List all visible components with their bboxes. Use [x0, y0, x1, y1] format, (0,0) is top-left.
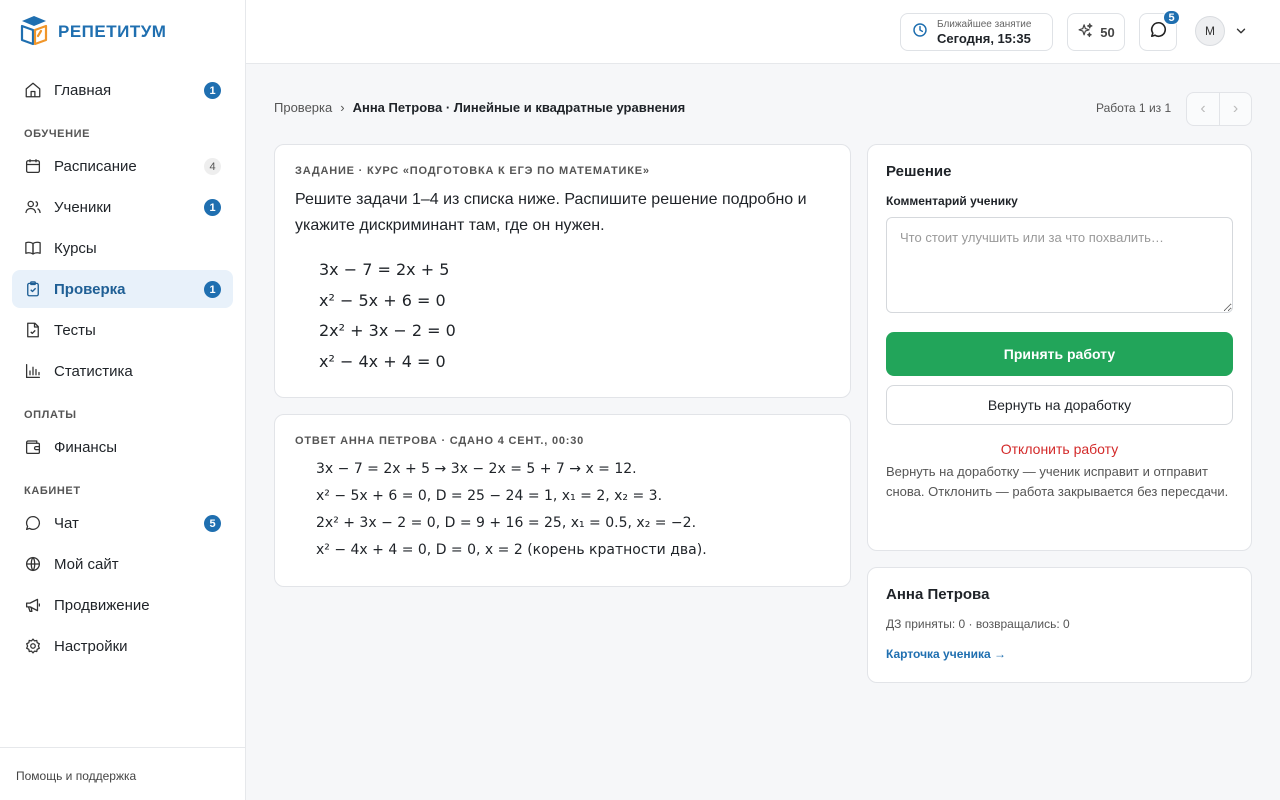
task-card — [274, 144, 851, 398]
chat-unread-badge: 5 — [1163, 10, 1180, 25]
reject-button[interactable]: Отклонить работу — [886, 439, 1233, 459]
sidebar-item-label: Курсы — [54, 239, 97, 257]
breadcrumb-current: Анна Петрова · Линейные и квадратные уравнения — [352, 100, 686, 115]
task-caption: ЗАДАНИЕ · КУРС «ПОДГОТОВКА К ЕГЭ ПО МАТЕМАТИКЕ» — [295, 165, 650, 177]
breadcrumb-parent[interactable]: Проверка — [274, 100, 333, 115]
answer-card — [274, 414, 851, 587]
comment-label: Комментарий ученику — [886, 194, 1018, 208]
pager-counter: Работа 1 из 1 — [1096, 101, 1172, 115]
sparkles-icon — [1077, 22, 1094, 42]
return-button[interactable]: Вернуть на доработку — [886, 385, 1233, 425]
sidebar-item-label: Продвижение — [54, 596, 150, 614]
book-icon — [24, 239, 42, 257]
equation-item: x² − 5x + 6 = 0 — [319, 290, 446, 310]
calendar-icon — [24, 157, 42, 175]
accept-button[interactable]: Принять работу — [886, 332, 1233, 376]
section-label-cabinet: КАБИНЕТ — [24, 485, 81, 497]
pager-next-button[interactable]: › — [1219, 93, 1251, 125]
sidebar-item-label: Главная — [54, 81, 112, 99]
chat-icon — [1149, 20, 1168, 44]
topbar — [246, 0, 1280, 64]
sidebar-nav — [12, 71, 233, 668]
comment-input[interactable] — [886, 217, 1233, 313]
answer-line: 2x² + 3x − 2 = 0, D = 9 + 16 = 25, x₁ = 0.5, x₂ = −2. — [316, 515, 697, 531]
sidebar-item-promotion[interactable] — [12, 586, 233, 624]
help-link[interactable]: Помощь и поддержка — [0, 747, 245, 800]
sidebar-item-my-site[interactable] — [12, 545, 233, 583]
sidebar-item-home[interactable] — [12, 71, 233, 109]
chat-icon — [24, 514, 42, 532]
sidebar-item-settings[interactable] — [12, 627, 233, 665]
clock-icon — [912, 22, 928, 43]
bar-chart-icon — [24, 362, 42, 380]
answer-line: x² − 5x + 6 = 0, D = 25 − 24 = 1, x₁ = 2, x₂ = 3. — [316, 488, 663, 504]
breadcrumb — [274, 100, 685, 115]
decision-hint: Вернуть на доработку — ученик исправит и отправит снова. Отклонить — работа закрывается без пересдачи. — [886, 464, 1229, 499]
points-value: 50 — [1100, 24, 1115, 40]
sidebar-item-label: Тесты — [54, 321, 96, 339]
decision-card — [867, 144, 1252, 551]
student-card — [867, 567, 1252, 683]
globe-icon — [24, 555, 42, 573]
users-icon — [24, 198, 42, 216]
sidebar-item-chat[interactable] — [12, 504, 233, 542]
next-lesson-value: Сегодня, 15:35 — [937, 30, 1031, 46]
sidebar-item-label: Чат — [54, 514, 79, 532]
pager-prev-button[interactable]: ‹ — [1200, 100, 1206, 117]
sidebar-item-label: Статистика — [54, 362, 133, 380]
chevron-down-icon[interactable] — [1234, 24, 1248, 38]
equation-item: x² − 4x + 4 = 0 — [319, 351, 446, 371]
count-badge: 5 — [204, 515, 221, 532]
count-badge: 4 — [204, 158, 221, 175]
sidebar-item-label: Расписание — [54, 157, 137, 175]
equation-item: 3x − 7 = 2x + 5 — [319, 260, 450, 279]
decision-title: Решение — [886, 163, 952, 180]
pager — [1186, 92, 1252, 126]
sidebar-item-label: Финансы — [54, 438, 117, 456]
student-card-link[interactable]: Карточка ученика → — [886, 647, 1006, 661]
student-name: Анна Петрова — [886, 586, 990, 603]
count-badge: 1 — [204, 281, 221, 298]
section-label-learning: ОБУЧЕНИЕ — [24, 128, 91, 140]
brand-logo[interactable] — [20, 14, 166, 50]
sidebar-item-schedule[interactable] — [12, 147, 233, 185]
section-label-payments: ОПЛАТЫ — [24, 409, 77, 421]
next-lesson-widget[interactable] — [900, 13, 1053, 51]
answer-lines — [316, 456, 830, 564]
count-badge: 1 — [204, 82, 221, 99]
sidebar-item-courses[interactable] — [12, 229, 233, 267]
answer-line: x² − 4x + 4 = 0, D = 0, x = 2 (корень кратности два). — [316, 542, 707, 558]
sidebar-item-label: Ученики — [54, 198, 112, 216]
megaphone-icon — [24, 596, 42, 614]
sidebar-item-label: Мой сайт — [54, 555, 119, 573]
equation-list — [319, 255, 830, 377]
logo-icon — [20, 14, 48, 51]
breadcrumb-separator: › — [340, 100, 345, 115]
points-button[interactable] — [1067, 13, 1125, 51]
next-lesson-label: Ближайшее занятие — [937, 18, 1032, 30]
sidebar-item-finance[interactable] — [12, 428, 233, 466]
file-check-icon — [24, 321, 42, 339]
sidebar-item-statistics[interactable] — [12, 352, 233, 390]
sidebar-item-tests[interactable] — [12, 311, 233, 349]
clipboard-check-icon — [24, 280, 42, 298]
count-badge: 1 — [204, 199, 221, 216]
student-stats: ДЗ приняты: 0 · возвращались: 0 — [886, 617, 1070, 631]
avatar[interactable]: М — [1195, 16, 1225, 46]
sidebar-item-label: Настройки — [54, 637, 128, 655]
answer-line: 3x − 7 = 2x + 5 → 3x − 2x = 5 + 7 → x = 12. — [316, 461, 637, 477]
home-icon — [24, 81, 42, 99]
brand-name: РЕПЕТИТУМ — [58, 22, 167, 41]
sidebar — [0, 0, 246, 800]
task-text: Решите задачи 1–4 из списка ниже. Распишите решение подробно и укажите дискриминант там, где он нужен. — [295, 191, 807, 234]
answer-caption: ОТВЕТ АННА ПЕТРОВА · СДАНО 4 СЕНТ., 00:30 — [295, 435, 585, 447]
gear-icon — [24, 637, 42, 655]
equation-item: 2x² + 3x − 2 = 0 — [319, 321, 456, 340]
sidebar-item-label: Проверка — [54, 280, 126, 298]
wallet-icon — [24, 438, 42, 456]
sidebar-item-students[interactable] — [12, 188, 233, 226]
sidebar-item-review[interactable] — [12, 270, 233, 308]
